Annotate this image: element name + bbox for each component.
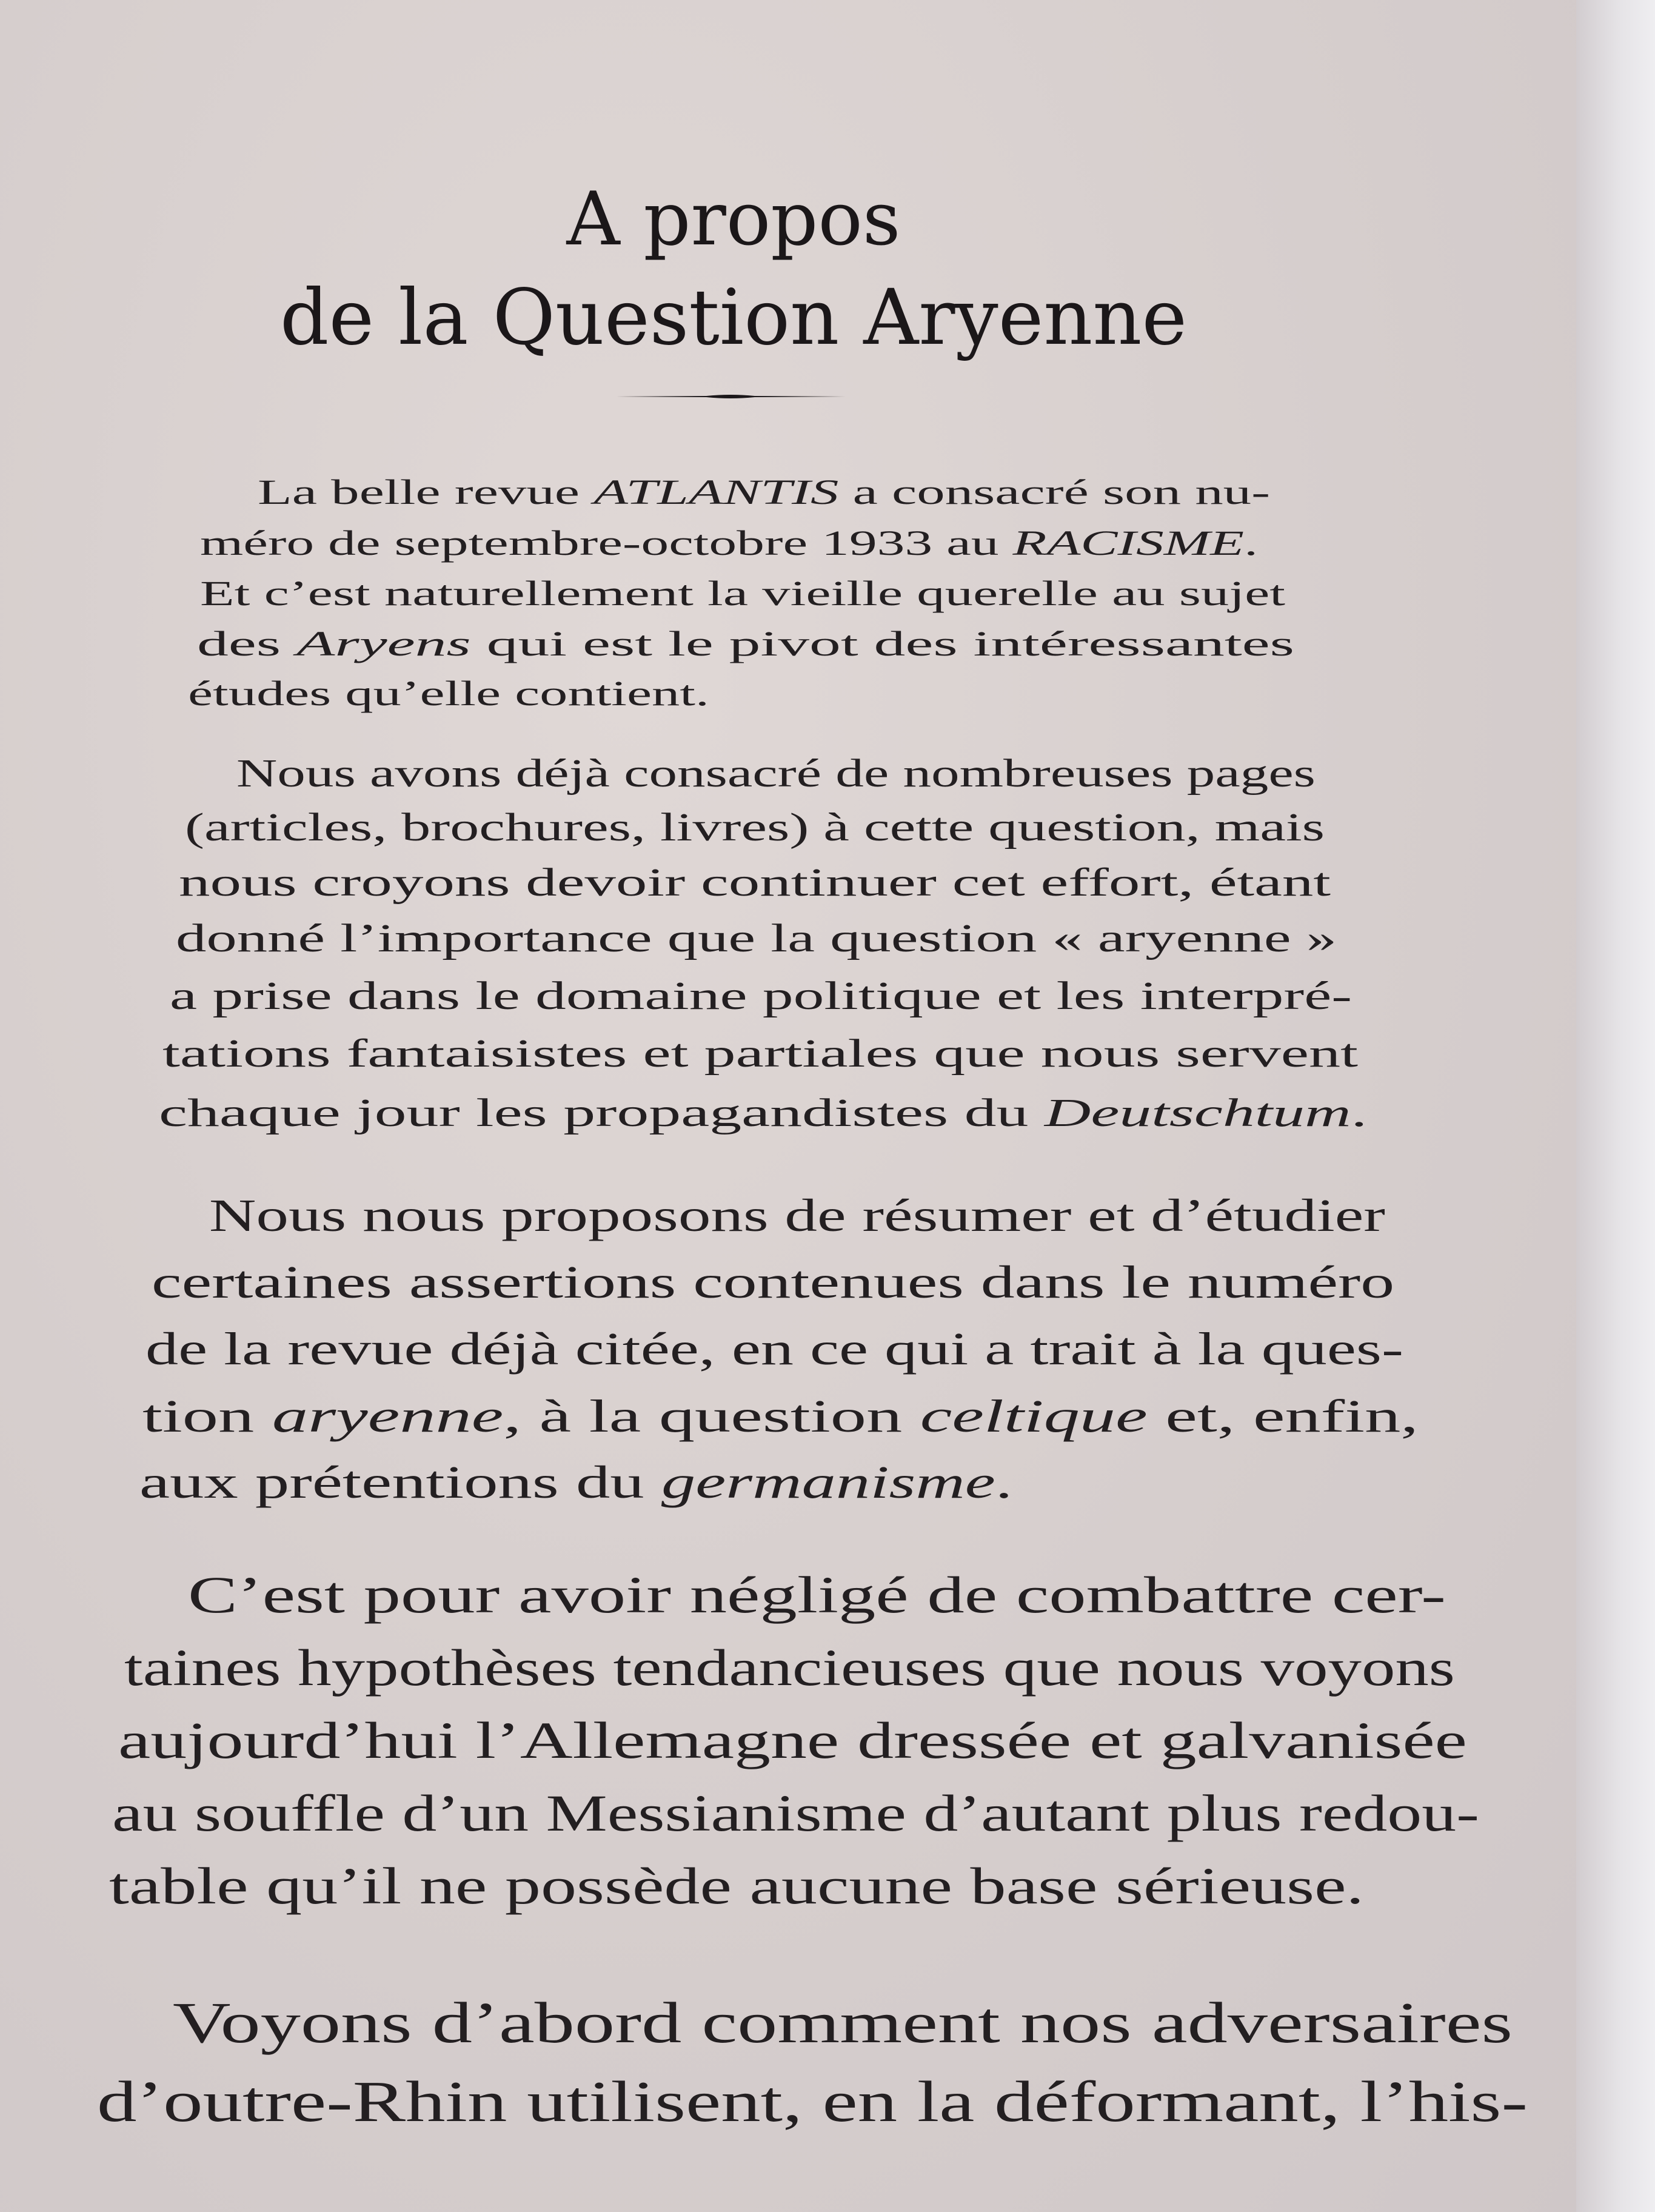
text-run: aujourd’hui l’Allemagne dressée et galvanisée [118,1711,1467,1769]
text-run: certaines assertions contenues dans le numéro [152,1257,1395,1308]
text-line [173,1989,1513,2056]
text-line [124,1637,1455,1698]
text-run: au souffle d’un Messianisme d’autant plus redou- [112,1784,1480,1842]
text-run: Voyons d’abord comment nos adversaires [173,1990,1513,2055]
text-line [139,1456,1012,1509]
text-run: a consacré son nu- [838,472,1271,512]
text-run: Et c’est naturellement la vieille querelle au sujet [200,574,1286,613]
text-run: (articles, brochures, livres) à cette question, mais [185,805,1325,850]
text-line [188,1564,1446,1625]
text-line [145,1323,1403,1376]
text-run: . [995,1457,1013,1508]
text-run: . [1244,523,1258,563]
text-run: aux prétentions du [139,1457,661,1508]
text-run: chaque jour les propagandistes du [159,1091,1045,1135]
italic-run: aryenne [272,1391,504,1442]
text-run: tion [142,1391,272,1442]
text-line [258,472,1270,512]
adjacent-page-edge [1570,0,1655,2212]
text-run: qui est le pivot des intéressantes [470,624,1294,663]
text-line [200,523,1258,563]
text-run: d’outre-Rhin utilisent, en la déformant, l’his- [97,2069,1528,2134]
text-line [109,1855,1364,1916]
text-line [200,573,1285,614]
text-line [142,1390,1419,1443]
text-line [112,1783,1479,1843]
italic-run: germanisme [661,1457,995,1508]
text-line [179,860,1331,906]
text-line [185,805,1325,851]
text-line [162,1031,1358,1077]
text-run: a prise dans le domaine politique et les interpré- [170,974,1352,1018]
text-run: nous croyons devoir continuer cet effort, étant [179,860,1331,905]
text-line [170,973,1352,1019]
text-line [97,2068,1528,2135]
text-run: taines hypothèses tendancieuses que nous voyons [124,1638,1455,1697]
text-run: . [1351,1091,1368,1135]
text-run: tations fantaisistes et partiales que nous servent [162,1031,1359,1076]
text-line [236,751,1316,797]
text-line [188,673,709,714]
text-line [118,1710,1467,1771]
text-run: et, enfin, [1147,1391,1419,1442]
title-line-1: A propos [566,176,901,262]
text-run: Nous avons déjà consacré de nombreuses pages [236,751,1316,796]
text-run: de la revue déjà citée, en ce qui a trait à la ques- [145,1324,1404,1375]
italic-run: Deutschtum [1044,1091,1351,1135]
text-run: études qu’elle contient. [188,674,710,713]
text-line [176,916,1337,962]
title-line-2: de la Question Aryenne [279,273,1188,362]
text-run: méro de septembre-octobre 1933 au [200,523,1013,563]
title-ornament-rule [615,394,846,399]
text-run: table qu’il ne possède aucune base sérieuse. [109,1857,1365,1915]
text-run: donné l’importance que la question « aryenne » [176,916,1337,960]
text-run: La belle revue [258,472,594,512]
italic-run: celtique [920,1391,1148,1442]
text-line [159,1090,1367,1136]
text-line [152,1256,1394,1309]
text-run: C’est pour avoir négligé de combattre cer- [188,1566,1446,1624]
text-run: , à la question [503,1391,920,1442]
italic-run: ATLANTIS [593,472,839,512]
text-run: Nous nous proposons de résumer et d’étudier [209,1190,1385,1241]
italic-run: Aryens [296,624,471,663]
text-line [209,1190,1385,1242]
text-line [197,623,1294,664]
italic-run: RACISME [1012,523,1245,563]
text-run: des [197,624,297,663]
